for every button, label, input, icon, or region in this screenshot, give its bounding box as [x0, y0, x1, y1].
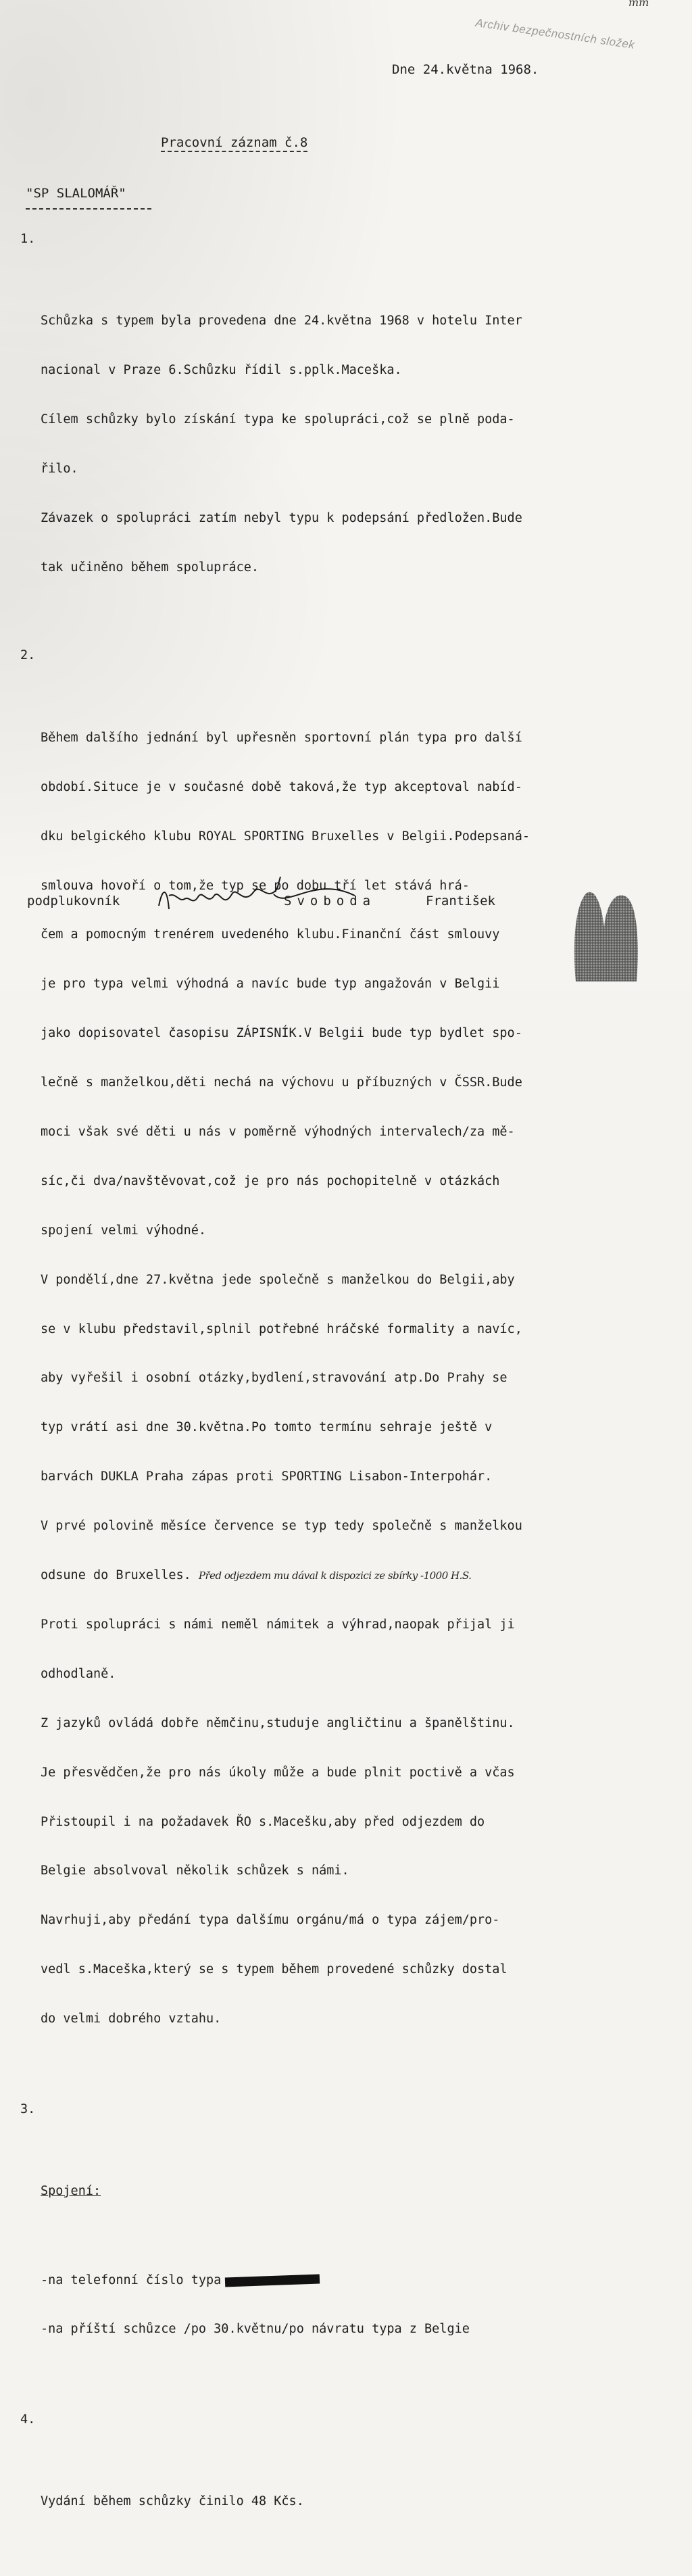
text-line: -na telefonní číslo typa [41, 2273, 222, 2287]
contact-item-phone [41, 2273, 669, 2289]
text-line: typ vrátí asi dne 30.května.Po tomto termínu sehraje ještě v [41, 1420, 493, 1435]
text-line: Cílem schůzky bylo získání typa ke spolupráci,což se plně poda- [41, 412, 515, 427]
text-line: Proti spolupráci s námi neměl námitek a výhrad,naopak přijal ji [41, 1617, 515, 1632]
paragraph-number: 4. [20, 2412, 36, 2427]
codename: "SP SLALOMÁŘ" [26, 186, 126, 201]
paragraph-1 [20, 231, 669, 641]
text-line: Během dalšího jednání byl upřesněn sportovní plán typa pro další [41, 730, 522, 745]
text-line: Z jazyků ovládá dobře němčinu,studuje angličtinu a španělštinu. [41, 1716, 515, 1730]
signatory-surname: Svoboda [284, 894, 376, 908]
contact-heading: Spojení: [41, 2184, 101, 2199]
document-date: Dne 24.května 1968. [392, 62, 539, 77]
text-line-with-note [41, 1568, 669, 1584]
redaction-bar [225, 2274, 320, 2287]
text-line: vedl s.Maceška,který se s typem během provedené schůzky dostal [41, 1962, 508, 1977]
text-line: Vydání během schůzky činilo 48 Kčs. [41, 2494, 304, 2509]
text-line: -na příští schůzce /po 30.květnu/po návratu typa z Belgie [41, 2322, 470, 2337]
signatory-first-name: František [426, 894, 495, 908]
text-line: čem a pomocným trenérem uvedeného klubu.Finanční část smlouvy [41, 927, 500, 942]
text-line: tak učiněno během spolupráce. [41, 560, 260, 575]
text-line: spojení velmi výhodné. [41, 1223, 207, 1238]
paragraph-4 [20, 2412, 669, 2576]
text-line: Belgie absolvoval několik schůzek s námi. [41, 1864, 349, 1878]
text-line: Schůzka s typem byla provedena dne 24.května 1968 v hotelu Inter [41, 314, 522, 329]
spacer [20, 2404, 669, 2412]
text-line: V prvé polovině měsíce července se typ tedy společně s manželkou [41, 1519, 522, 1534]
text-line: jako dopisovatel časopisu ZÁPISNÍK.V Belgii bude typ bydlet spo- [41, 1026, 522, 1041]
text-line: Je přesvědčen,že pro nás úkoly může a bude plnit poctivě a včas [41, 1765, 515, 1780]
text-line: období.Situce je v současné době taková,že typ akceptoval nabíd- [41, 779, 522, 794]
paragraph-number: 2. [20, 648, 36, 663]
text-line: odsune do Bruxelles. [41, 1568, 191, 1583]
thumbprint-mark [569, 887, 650, 988]
text-line: do velmi dobrého vztahu. [41, 2012, 222, 2026]
text-line: nacional v Praze 6.Schůzku řídil s.pplk.Maceška. [41, 363, 402, 378]
spacer [20, 641, 669, 648]
paragraph-number: 3. [20, 2101, 36, 2116]
archive-stamp: Archiv bezpečnostních složek [474, 16, 636, 51]
record-body [20, 231, 669, 2576]
section-heading [41, 2183, 669, 2200]
text-line: odhodlaně. [41, 1666, 116, 1681]
text-line: řilo. [41, 462, 78, 477]
paragraph-3 [20, 2101, 669, 2404]
handwritten-note: Před odjezdem mu dával k dispozici ze sbírky -1000 H.S. [198, 1570, 472, 1582]
paragraph-number: 1. [20, 232, 36, 246]
text-line: Navrhuji,aby předání typa dalšímu orgánu/má o typa zájem/pro- [41, 1913, 500, 1928]
text-line: je pro typa velmi výhodná a navíc bude typ angažován v Belgii [41, 977, 500, 992]
text-line: V pondělí,dne 27.května jede společně s manželkou do Belgii,aby [41, 1272, 515, 1287]
text-line: barvách DUKLA Praha zápas proti SPORTING Lisabon-Interpohár. [41, 1469, 493, 1484]
text-line: Přistoupil i na požadavek ŘO s.Macešku,aby před odjezdem do [41, 1814, 485, 1829]
codename-underline [26, 208, 151, 210]
spacer [41, 2233, 669, 2239]
text-line: aby vyřešil i osobní otázky,bydlení,stravování atp.Do Prahy se [41, 1371, 508, 1386]
top-corner-scribble: mm [628, 0, 649, 9]
text-line: Závazek o spolupráci zatím nebyl typu k podepsání předložen.Bude [41, 511, 522, 526]
record-title: Pracovní záznam č.8 [161, 135, 307, 152]
text-line: smlouva hovoří o tom,že typ se po dobu tří let stává hrá- [41, 878, 470, 893]
spacer [20, 2093, 669, 2101]
text-line: moci však své děti u nás v poměrně výhodných intervalech/za mě- [41, 1125, 515, 1140]
text-line: lečně s manželkou,děti nechá na výchovu u příbuzných v ČSSR.Bude [41, 1075, 522, 1090]
text-line: síc,či dva/navštěvovat,což je pro nás pochopitelně v otázkách [41, 1173, 500, 1188]
paragraph-2 [20, 648, 669, 2093]
text-line: dku belgického klubu ROYAL SPORTING Bruxelles v Belgii.Podepsaná- [41, 829, 530, 844]
text-line: se v klubu představil,splnil potřebné hráčské formality a navíc, [41, 1321, 522, 1336]
signatory-rank: podplukovník [27, 894, 120, 908]
